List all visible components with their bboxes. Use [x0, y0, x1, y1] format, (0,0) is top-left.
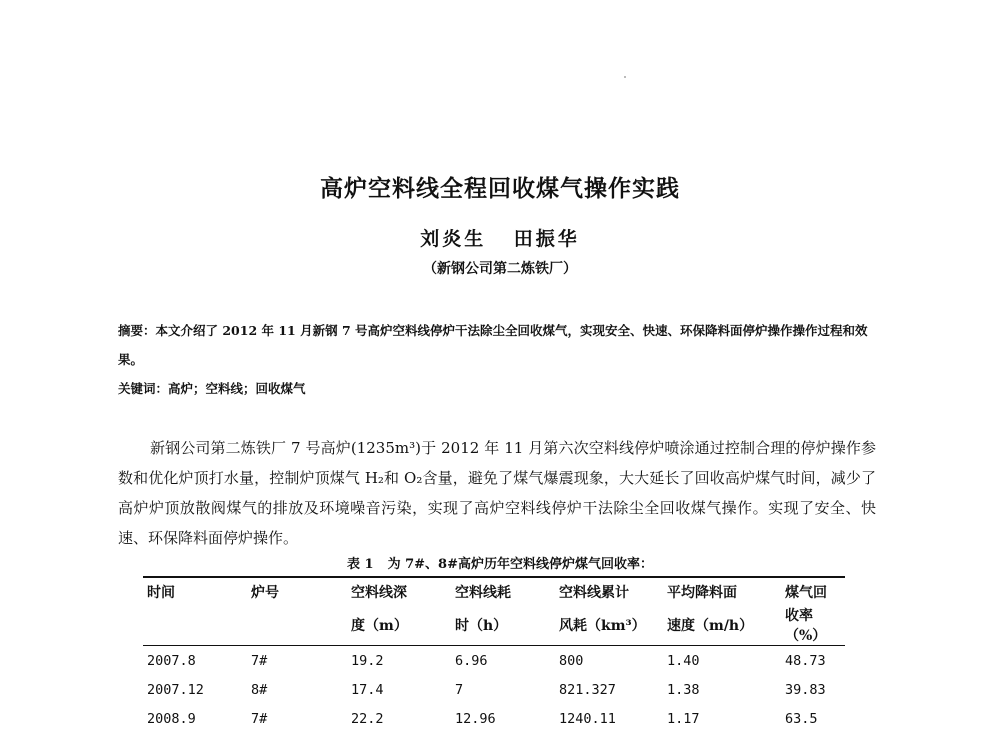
table-cell: 48.73: [785, 652, 826, 669]
table-cell: 63.5: [785, 710, 818, 727]
header-cell: 风耗（km³）: [555, 605, 663, 646]
table-cell: 821.327: [559, 681, 616, 698]
table-row: [143, 675, 845, 704]
data-table: [143, 576, 845, 733]
header-cell: [143, 605, 247, 646]
table-cell: 2007.8: [147, 652, 196, 669]
header-cell: 平均降料面: [667, 584, 737, 601]
table-header-row-1: [143, 577, 845, 605]
table-caption-text: 为 7#、8#高炉历年空料线停炉煤气回收率：: [387, 557, 653, 572]
table-cell: 800: [559, 652, 584, 669]
table-cell: 17.4: [351, 681, 384, 698]
table-cell: 1.38: [667, 681, 700, 698]
table-header-row-2: [143, 605, 845, 646]
paper-abstract: 摘要：本文介绍了 2012 年 11 月新钢 7 号高炉空料线停炉干法除尘全回收煤气，实现安全、快速、环保降料面停炉操作操作过程和效果。: [118, 323, 868, 367]
scan-speck: [624, 76, 626, 78]
header-cell: 煤气回: [785, 584, 827, 601]
table-cell: 6.96: [455, 652, 488, 669]
table-cell: 8#: [251, 681, 268, 698]
header-cell: [247, 605, 347, 646]
table-cell: 2007.12: [147, 681, 204, 698]
header-cell: 时间: [147, 584, 175, 601]
table-cell: 19.2: [351, 652, 384, 669]
paper-authors: 刘炎生 田振华: [420, 228, 580, 250]
table-row: [143, 646, 845, 676]
table-cell: 7#: [251, 652, 268, 669]
header-cell: 炉号: [251, 584, 279, 601]
table-cell: 12.96: [455, 710, 496, 727]
table-cell: 2008.9: [147, 710, 196, 727]
table-cell: 1240.11: [559, 710, 616, 727]
table-row: [143, 704, 845, 733]
header-cell: 空料线累计: [559, 584, 629, 601]
table-cell: 7: [455, 681, 464, 698]
table-cell: 1.40: [667, 652, 700, 669]
table-cell: 7#: [251, 710, 268, 727]
header-cell: 速度（m/h）: [663, 605, 781, 646]
table-cell: 39.83: [785, 681, 826, 698]
header-cell: 时（h）: [451, 605, 555, 646]
header-cell: 空料线深: [351, 584, 407, 601]
header-cell: 度（m）: [347, 605, 451, 646]
paper-keywords: 关键词：高炉；空料线；回收煤气: [118, 381, 306, 396]
header-cell: 空料线耗: [455, 584, 511, 601]
paper-affiliation: （新钢公司第二炼铁厂）: [423, 261, 577, 277]
table-cell: 1.17: [667, 710, 700, 727]
table-cell: 22.2: [351, 710, 384, 727]
table-number: 表 1: [347, 557, 374, 572]
body-paragraph: 新钢公司第二炼铁厂 7 号高炉(1235m³)于 2012 年 11 月第六次空料线停炉喷涂通过控制合理的停炉操作参数和优化炉顶打水量，控制炉顶煤气 H₂和 O₂含量，避免了煤气爆震现象，大大延长了回收高炉煤气时间，减少了高炉炉顶放散阀煤气的排放及环境噪音污染，实现了高炉空料线停炉干法除尘全回收煤气操作。实现了安全、快速、环保降料面停炉操作。: [118, 439, 876, 547]
table-caption: [0, 553, 1000, 572]
paper-title: 高炉空料线全程回收煤气操作实践: [320, 176, 680, 202]
header-cell: 收率（%）: [781, 605, 845, 646]
